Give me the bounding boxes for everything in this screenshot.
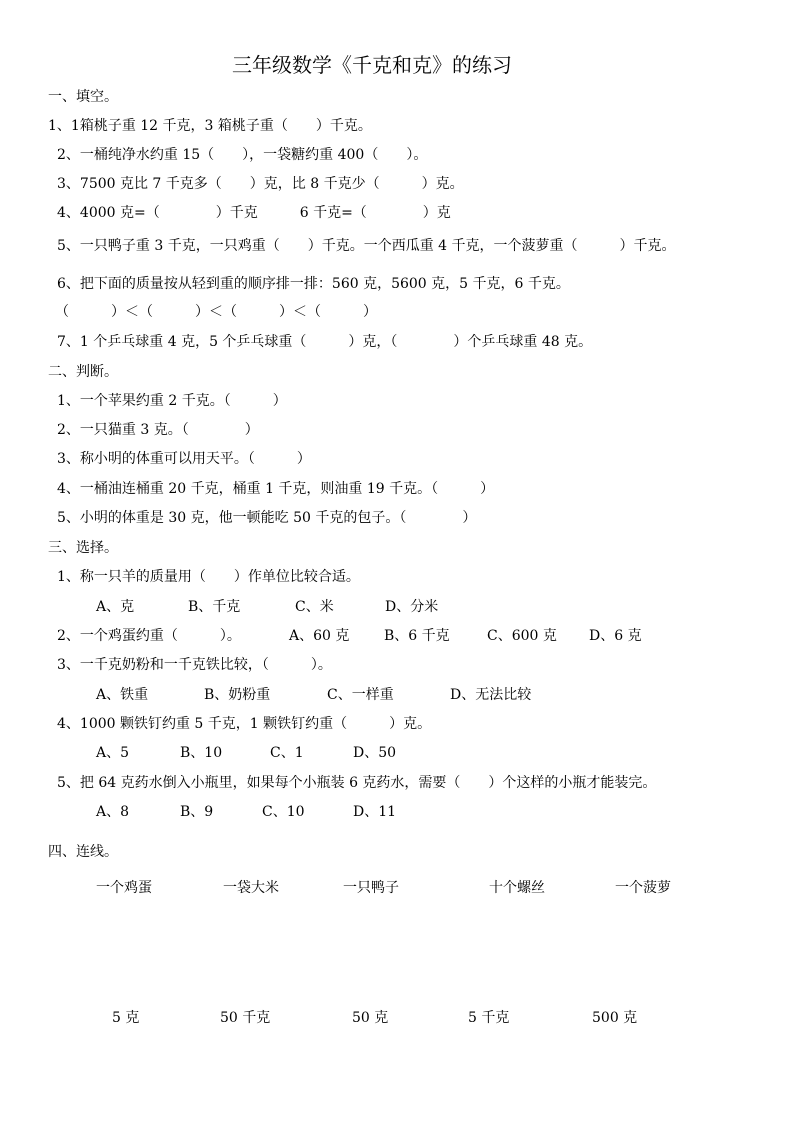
fill-item-3: 3、7500 克比 7 千克多（ ）克，比 8 千克少（ ）克。 [57, 176, 464, 192]
choice-q3: 3、一千克奶粉和一千克铁比较，（ ）。 [57, 657, 332, 673]
judge-item-4: 4、一桶油连桶重 20 千克，桶重 1 千克，则油重 19 千克。（ ） [57, 481, 495, 497]
choice-q4-option-c: C、1 [270, 745, 304, 761]
choice-q3-option-a: A、铁重 [96, 687, 149, 703]
fill-item-4: 4、4000 克=（ ）千克 6 千克=（ ）克 [57, 205, 451, 221]
choice-q5-option-a: A、8 [96, 804, 130, 820]
judge-item-2: 2、一只猫重 3 克。（ ） [57, 422, 259, 438]
section-heading-fill: 一、填空。 [48, 89, 118, 105]
fill-item-7: 7、1 个乒乓球重 4 克，5 个乒乓球重（ ）克，（ ）个乒乓球重 48 克。 [57, 334, 593, 350]
choice-q4-option-b: B、10 [180, 745, 223, 761]
choice-q2-option-a: A、60 克 [289, 628, 350, 644]
choice-q1: 1、称一只羊的质量用（ ）作单位比较合适。 [57, 569, 360, 585]
judge-item-3: 3、称小明的体重可以用天平。（ ） [57, 451, 311, 467]
section-heading-judge: 二、判断。 [48, 364, 118, 380]
match-bottom-item-4: 5 千克 [468, 1010, 510, 1026]
section-heading-match: 四、连线。 [48, 844, 118, 860]
match-bottom-item-1: 5 克 [112, 1010, 140, 1026]
choice-q5-option-b: B、9 [180, 804, 214, 820]
choice-q2: 2、一个鸡蛋约重（ ）。 [57, 628, 241, 644]
choice-q3-option-d: D、无法比较 [450, 687, 532, 703]
fill-item-6: 6、把下面的质量按从轻到重的顺序排一排：560 克，5600 克，5 千克，6 千克。 [57, 276, 570, 292]
choice-q4-option-d: D、50 [353, 745, 397, 761]
choice-q3-option-c: C、一样重 [327, 687, 394, 703]
section-heading-choice: 三、选择。 [48, 540, 118, 556]
match-top-item-5: 一个菠萝 [615, 880, 671, 896]
match-top-item-1: 一个鸡蛋 [96, 880, 152, 896]
choice-q3-option-b: B、奶粉重 [204, 687, 271, 703]
choice-q1-option-b: B、千克 [188, 599, 241, 615]
judge-item-1: 1、一个苹果约重 2 千克。（ ） [57, 393, 287, 409]
fill-item-6-order: （ ）＜（ ）＜（ ）＜（ ） [55, 304, 377, 320]
match-bottom-item-2: 50 千克 [220, 1010, 271, 1026]
choice-q4-option-a: A、5 [96, 745, 130, 761]
fill-item-1: 1、1箱桃子重 12 千克，3 箱桃子重（ ）千克。 [48, 118, 372, 134]
choice-q1-option-d: D、分米 [385, 599, 439, 615]
judge-item-5: 5、小明的体重是 30 克，他一顿能吃 50 千克的包子。（ ） [57, 510, 477, 526]
choice-q4: 4、1000 颗铁钉约重 5 千克，1 颗铁钉约重（ ）克。 [57, 716, 432, 732]
choice-q2-option-c: C、600 克 [487, 628, 557, 644]
choice-q1-option-c: C、米 [295, 599, 334, 615]
fill-item-2: 2、一桶纯净水约重 15（ ），一袋糖约重 400（ ）。 [57, 147, 428, 163]
match-bottom-item-5: 500 克 [592, 1010, 638, 1026]
choice-q2-option-d: D、6 克 [589, 628, 642, 644]
choice-q2-option-b: B、6 千克 [384, 628, 450, 644]
choice-q5-option-c: C、10 [262, 804, 305, 820]
fill-item-5: 5、一只鸭子重 3 千克，一只鸡重（ ）千克。一个西瓜重 4 千克，一个菠萝重（ ）千克。 [57, 238, 676, 254]
match-top-item-4: 十个螺丝 [489, 880, 545, 896]
page-title: 三年级数学《千克和克》的练习 [232, 53, 512, 77]
match-top-item-2: 一袋大米 [223, 880, 279, 896]
choice-q1-option-a: A、克 [96, 599, 135, 615]
choice-q5: 5、把 64 克药水倒入小瓶里，如果每个小瓶装 6 克药水，需要（ ）个这样的小瓶才能装完。 [57, 775, 657, 791]
match-top-item-3: 一只鸭子 [343, 880, 399, 896]
choice-q5-option-d: D、11 [353, 804, 397, 820]
match-bottom-item-3: 50 克 [352, 1010, 389, 1026]
